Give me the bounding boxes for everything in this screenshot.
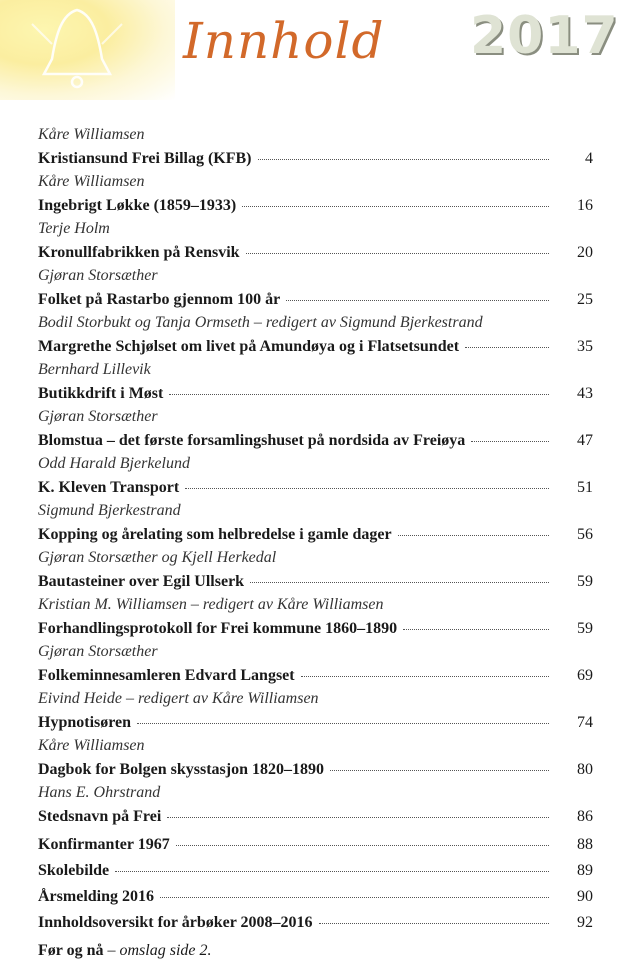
author-name: Sigmund Bjerkestrand (38, 502, 181, 519)
article-title: Skolebilde (38, 862, 110, 879)
article-title: Butikkdrift i Møst (38, 385, 164, 402)
toc-row (38, 193, 593, 218)
author-name: Bodil Storbukt og Tanja Ormseth – redigert av Sigmund Bjerkestrand (38, 314, 483, 331)
toc-extras (38, 832, 593, 935)
toc-row (38, 858, 593, 883)
page-number: 16 (577, 197, 593, 214)
toc-row (38, 475, 593, 500)
dot-leader (160, 897, 549, 898)
dot-leader (258, 159, 550, 160)
author-name: Kåre Williamsen (38, 737, 145, 754)
toc-row (38, 757, 593, 782)
article-title: Ingebrigt Løkke (1859–1933) (38, 197, 237, 214)
toc-entry (38, 500, 593, 547)
author-name: Odd Harald Bjerkelund (38, 455, 190, 472)
dot-leader (137, 723, 549, 724)
author-name: Hans E. Ohrstrand (38, 784, 161, 801)
page-number: 92 (577, 914, 593, 931)
dot-leader (246, 253, 549, 254)
page-number: 51 (577, 479, 593, 496)
page-number: 69 (577, 667, 593, 684)
author-name: Gjøran Storsæther (38, 267, 158, 284)
toc-entry (38, 688, 593, 735)
article-title: Kopping og årelating som helbredelse i gamle dager (38, 526, 392, 543)
toc-entry (38, 782, 593, 829)
page-number: 20 (577, 244, 593, 261)
toc-row (38, 381, 593, 406)
toc-row (38, 334, 593, 359)
dot-leader (471, 441, 549, 442)
page-number: 4 (585, 150, 593, 167)
article-title: Margrethe Schjølset om livet på Amundøya og i Flatsetsundet (38, 338, 460, 355)
article-title: Folket på Rastarbo gjennom 100 år (38, 291, 281, 308)
toc-entry (38, 453, 593, 500)
page-number: 43 (577, 385, 593, 402)
toc-entry (38, 594, 593, 641)
dot-leader (398, 535, 549, 536)
article-title: Kronullfabrikken på Rensvik (38, 244, 240, 261)
toc-footer-note (38, 938, 593, 963)
toc-entry (38, 124, 593, 171)
toc-entries (38, 124, 593, 829)
toc-row (38, 287, 593, 312)
author-name: Kåre Williamsen (38, 173, 145, 190)
dot-leader (301, 676, 549, 677)
article-title: Dagbok for Bolgen skysstasjon 1820–1890 (38, 761, 324, 778)
article-title: Årsmelding 2016 (38, 888, 154, 905)
dot-leader (330, 770, 549, 771)
article-title: Stedsnavn på Frei (38, 808, 162, 825)
author-name: Gjøran Storsæther og Kjell Herkedal (38, 549, 277, 566)
page-number: 89 (577, 862, 593, 879)
page-number: 80 (577, 761, 593, 778)
toc-row (38, 146, 593, 171)
year-label: 2017 (470, 6, 619, 66)
toc-row (38, 710, 593, 735)
dot-leader (185, 488, 549, 489)
author-name: Gjøran Storsæther (38, 643, 158, 660)
author-name: Terje Holm (38, 220, 110, 237)
page-number: 90 (577, 888, 593, 905)
toc-row (38, 832, 593, 857)
table-of-contents (38, 124, 593, 963)
toc-row (38, 910, 593, 935)
toc-row (38, 240, 593, 265)
toc-entry (38, 265, 593, 312)
page-number: 47 (577, 432, 593, 449)
page-number: 56 (577, 526, 593, 543)
page-number: 86 (577, 808, 593, 825)
toc-row (38, 663, 593, 688)
article-title: Konfirmanter 1967 (38, 836, 170, 853)
article-title: K. Kleven Transport (38, 479, 180, 496)
footer-bold-text: Før og nå (38, 942, 104, 959)
dot-leader (286, 300, 549, 301)
page-number: 74 (577, 714, 593, 731)
author-name: Eivind Heide – redigert av Kåre Williamsen (38, 690, 319, 707)
page-number: 35 (577, 338, 593, 355)
toc-row (38, 428, 593, 453)
dot-leader (169, 394, 549, 395)
toc-row (38, 616, 593, 641)
article-title: Blomstua – det første forsamlingshuset på nordsida av Freiøya (38, 432, 466, 449)
bell-ornament-icon (22, 4, 132, 94)
article-title: Bautasteiner over Egil Ullserk (38, 573, 245, 590)
dot-leader (250, 582, 549, 583)
toc-row (38, 569, 593, 594)
toc-entry (38, 735, 593, 782)
toc-entry (38, 171, 593, 218)
article-title: Hypnotisøren (38, 714, 132, 731)
dot-leader (319, 923, 549, 924)
author-name: Kåre Williamsen (38, 126, 145, 143)
article-title: Kristiansund Frei Billag (KFB) (38, 150, 252, 167)
dot-leader (115, 871, 549, 872)
page-number: 59 (577, 620, 593, 637)
toc-entry (38, 406, 593, 453)
article-title: Forhandlingsprotokoll for Frei kommune 1860–1890 (38, 620, 398, 637)
page-number: 59 (577, 573, 593, 590)
dot-leader (167, 817, 549, 818)
page-number: 88 (577, 836, 593, 853)
toc-entry (38, 359, 593, 406)
toc-row (38, 522, 593, 547)
article-title: Folkeminnesamleren Edvard Langset (38, 667, 295, 684)
dot-leader (176, 845, 549, 846)
toc-row (38, 884, 593, 909)
page-number: 25 (577, 291, 593, 308)
author-name: Bernhard Lillevik (38, 361, 151, 378)
toc-entry (38, 312, 593, 359)
author-name: Kristian M. Williamsen – redigert av Kåre Williamsen (38, 596, 384, 613)
footer-italic-text: – omslag side 2. (103, 942, 212, 959)
article-title: Innholdsoversikt for årbøker 2008–2016 (38, 914, 313, 931)
dot-leader (403, 629, 549, 630)
toc-entry (38, 547, 593, 594)
author-name: Gjøran Storsæther (38, 408, 158, 425)
corner-decoration (0, 0, 175, 100)
toc-row (38, 804, 593, 829)
toc-entry (38, 641, 593, 688)
dot-leader (465, 347, 549, 348)
dot-leader (242, 206, 549, 207)
toc-entry (38, 218, 593, 265)
page-title: Innhold (183, 12, 385, 70)
